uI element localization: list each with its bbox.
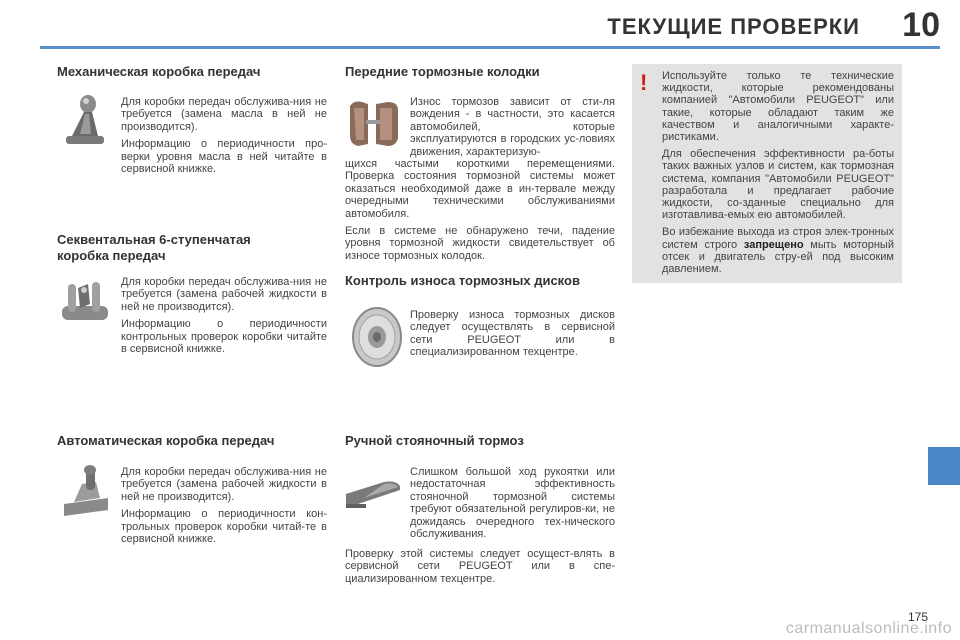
warning-note-p3-emphasis: запрещено [743,238,804,251]
handbrake-lever-icon [344,476,404,512]
sequential-gearbox-text [121,276,327,355]
handbrake-text-b: Проверку этой системы следует осущест-влять в сервисной сети PEUGEOT или в спе-циализированном техцентре. [345,548,615,585]
manual-gearbox-p1: Для коробки передач обслужива-ния не требуется (замена масла в ней не производится). [121,96,327,133]
automatic-gearbox-text [121,466,327,545]
handbrake-text-a: Слишком большой ход рукоятки или недостаточная эффективность стояночной тормозной системы требуют обязательной регулиров-ки, не дожидаясь очередного тех-нического обслуживания. [410,466,615,541]
sequential-gearbox-p2: Информацию о периодичности контрольных проверок коробки читайте в сервисной книжке. [121,318,327,356]
sequential-gearbox-heading [57,232,251,264]
automatic-gear-lever-icon [60,464,112,518]
warning-exclamation-icon: ! [640,70,648,95]
manual-gearbox-p2: Информацию о периодичности про-верки уровня масла в ней читайте в сервисной книжке. [121,138,327,176]
sequential-gearbox-heading-line2: коробка передач [57,248,166,263]
manual-gearbox-text [121,96,327,175]
sequential-gearbox-heading-line1: Секвентальная 6-ступенчатая [57,232,251,247]
brake-pads-text-b [345,158,615,262]
brake-pads-text-a: Износ тормозов зависит от сти-ля вождения - в частности, это касается автомобилей, которые эксплуатируются в городских ус-ловиях движения, характеризую- [410,96,615,158]
watermark: carmanualsonline.info [785,620,952,637]
brake-disc-icon [350,306,404,368]
chapter-side-tab [928,447,960,485]
sequential-gear-lever-icon [58,276,114,328]
automatic-gearbox-heading: Автоматическая коробка передач [57,433,275,448]
warning-note-p3-end: мыть моторный отсек и двигатель стру-ей под высоким давлением. [662,238,894,276]
chapter-title: ТЕКУЩИЕ ПРОВЕРКИ [607,14,860,39]
warning-note-text [662,70,894,275]
warning-note-p2: Для обеспечения эффективности ра-боты таких важных узлов и систем, как тормозная система, компания "Автомобили PEUGEOT" разработала и предлагает рабочие жидкости, со-зданные специально для изготавлива-емых ею автомобилей. [662,148,894,222]
brake-pads-p2: Если в системе не обнаружено течи, падение уровня тормозной жидкости свидетельствует об износе тормозных колодок. [345,225,615,262]
brake-discs-heading: Контроль износа тормозных дисков [345,273,580,288]
header-rule [40,46,940,49]
warning-note-p1: Используйте только те технические жидкости, которые рекомендованы компанией "Автомобили PEUGEOT" или такие, которые обладают таким же качеством и аналогичными характе-ристиками. [662,70,894,144]
brake-pads-icon [346,96,402,152]
brake-pads-heading: Передние тормозные колодки [345,64,540,79]
brake-pads-p1b: щихся частыми короткими перемещениями. Проверка состояния тормозной системы может оказаться необходимой даже в ин-тервале между очередными техническими обслуживаниями автомобиля. [345,158,615,220]
handbrake-heading: Ручной стояночный тормоз [345,433,524,448]
automatic-gearbox-p2: Информацию о периодичности кон-трольных проверок коробки читай-те в сервисной книжке. [121,508,327,546]
sequential-gearbox-p1: Для коробки передач обслужива-ния не требуется (замена рабочей жидкости в ней не производится). [121,276,327,313]
page-number: 175 [907,610,928,624]
automatic-gearbox-p1: Для коробки передач обслужива-ния не требуется (замена рабочей жидкости в ней не производится). [121,466,327,503]
warning-note-p3 [662,226,894,275]
warning-note-p3-start: Во избежание выхода из строя элек-тронных систем строго [662,226,894,251]
manual-gearbox-heading: Механическая коробка передач [57,64,261,79]
brake-discs-text: Проверку износа тормозных дисков следует осуществлять в сервисной сети PEUGEOT или в специализированном техцентре. [410,309,615,359]
chapter-number: 10 [902,6,940,44]
manual-gear-lever-icon [58,92,108,150]
